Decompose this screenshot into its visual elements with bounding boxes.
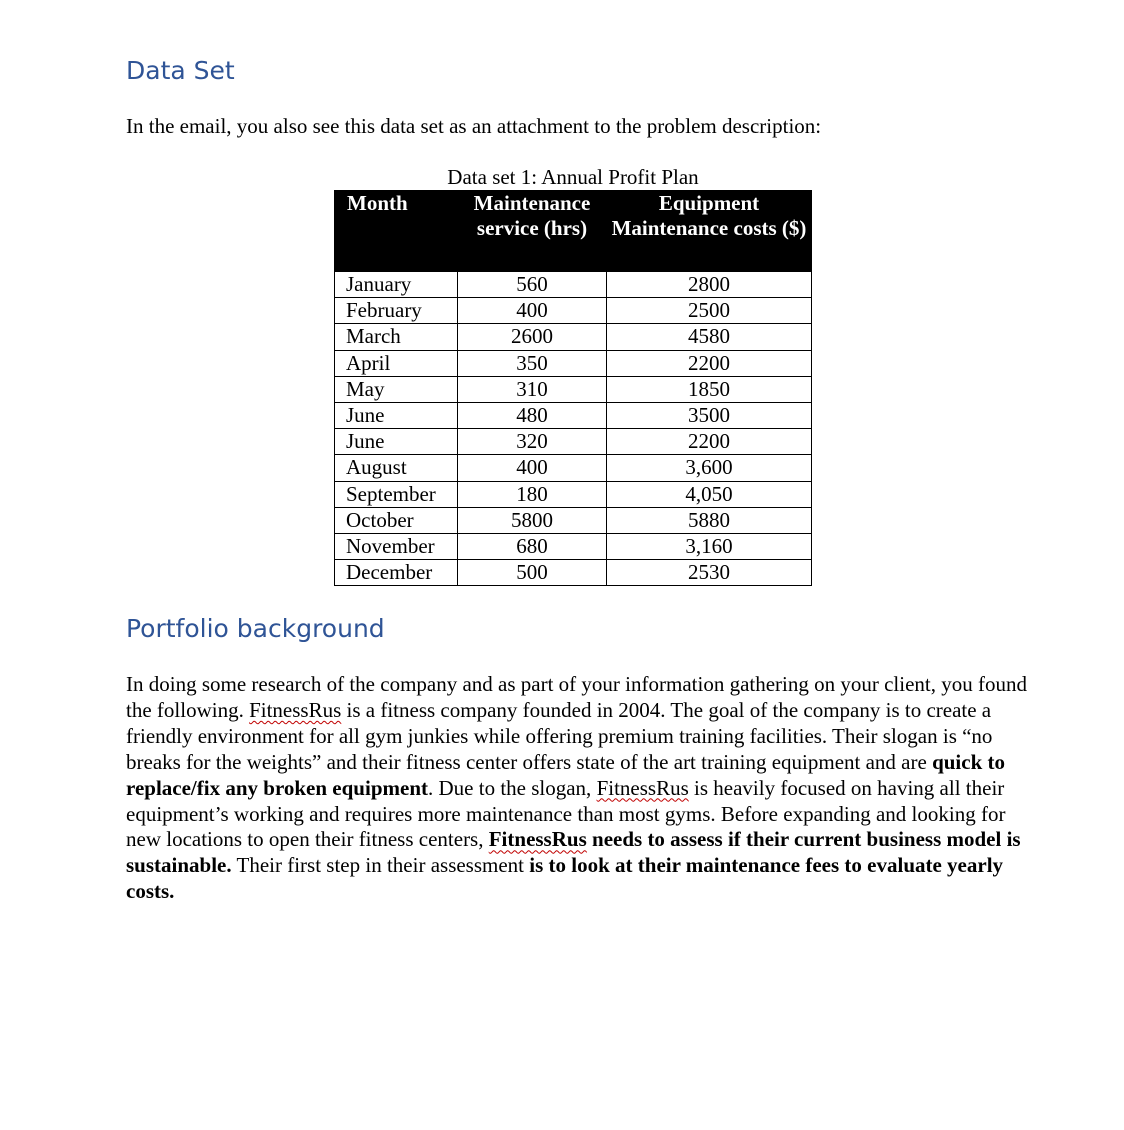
cell-maintenance-cost: 3,600 [607, 455, 812, 481]
header-maintenance-service: Maintenance service (hrs) [458, 191, 607, 272]
company-name: FitnessRus [249, 697, 342, 722]
paragraph-text: is a fitness company founded in 2004. The goal of the company is to create a friendly environment for all gym junkies while offering premium training facilities. Their slogan is “no breaks for the weights” and their fitness center offers state of the art training equipment and are [126, 697, 993, 774]
intro-text: In the email, you also see this data set as an attachment to the problem description: [126, 114, 822, 138]
cell-maintenance-cost: 2200 [607, 350, 812, 376]
cell-month: August [335, 455, 458, 481]
cell-maintenance-service: 500 [458, 560, 607, 586]
cell-maintenance-cost: 1850 [607, 376, 812, 402]
table-row [335, 350, 812, 376]
table-row [335, 298, 812, 324]
cell-maintenance-cost: 4,050 [607, 481, 812, 507]
cell-month: November [335, 533, 458, 559]
table-row [335, 507, 812, 533]
cell-maintenance-service: 400 [458, 298, 607, 324]
table-row [335, 402, 812, 428]
cell-month: April [335, 350, 458, 376]
cell-month: May [335, 376, 458, 402]
table-row [335, 533, 812, 559]
cell-month: February [335, 298, 458, 324]
paragraph-text: . Due to the slogan, [428, 775, 597, 800]
table-row [335, 560, 812, 586]
cell-maintenance-cost: 2800 [607, 272, 812, 298]
emphasis-text: quick to replace/fix any broken equipment [126, 749, 1005, 800]
table-row [335, 455, 812, 481]
cell-maintenance-service: 350 [458, 350, 607, 376]
cell-maintenance-service: 310 [458, 376, 607, 402]
table-caption: Data set 1: Annual Profit Plan [447, 165, 699, 189]
cell-maintenance-service: 480 [458, 402, 607, 428]
cell-maintenance-cost: 5880 [607, 507, 812, 533]
table-row [335, 376, 812, 402]
table-body [335, 272, 812, 586]
cell-month: September [335, 481, 458, 507]
cell-maintenance-cost: 3500 [607, 402, 812, 428]
header-month: Month [335, 191, 458, 272]
cell-maintenance-service: 560 [458, 272, 607, 298]
emphasis-text: is to look at their maintenance fees to evaluate yearly costs [126, 853, 1004, 904]
company-name: FitnessRus [596, 775, 689, 800]
cell-maintenance-cost: 4580 [607, 324, 812, 350]
paragraph-text: Their first step in their assessment [231, 853, 530, 878]
cell-maintenance-cost: 3,160 [607, 533, 812, 559]
paragraph-text: is heavily focused on having all their equipment’s working and requires more maintenance than most gyms. Before expanding and looking for new locations to open their fitness centers, [126, 775, 1006, 852]
annual-profit-plan-table [334, 190, 812, 586]
portfolio-paragraph [126, 672, 1036, 905]
data-set-heading: Data Set [126, 56, 235, 85]
table-row [335, 481, 812, 507]
cell-month: March [335, 324, 458, 350]
cell-maintenance-cost: 2200 [607, 429, 812, 455]
cell-maintenance-cost: 2500 [607, 298, 812, 324]
table-header-row [335, 191, 812, 272]
cell-month: January [335, 272, 458, 298]
emphasis-text: needs to assess if their current business model is sustainable. [126, 827, 1021, 878]
cell-maintenance-cost: 2530 [607, 560, 812, 586]
cell-maintenance-service: 320 [458, 429, 607, 455]
company-name: FitnessRus [488, 827, 587, 852]
paragraph-text: . [169, 879, 175, 904]
cell-maintenance-service: 400 [458, 455, 607, 481]
header-maintenance-costs: Equipment Maintenance costs ($) [607, 191, 812, 272]
cell-maintenance-service: 180 [458, 481, 607, 507]
table-row [335, 324, 812, 350]
cell-month: June [335, 402, 458, 428]
cell-maintenance-service: 5800 [458, 507, 607, 533]
cell-month: December [335, 560, 458, 586]
portfolio-background-heading: Portfolio background [126, 614, 385, 643]
table-row [335, 272, 812, 298]
cell-maintenance-service: 2600 [458, 324, 607, 350]
cell-month: June [335, 429, 458, 455]
cell-month: October [335, 507, 458, 533]
table-row [335, 429, 812, 455]
paragraph-text: In doing some research of the company and as part of your information gathering on your client, you found the following. [126, 672, 1028, 722]
cell-maintenance-service: 680 [458, 533, 607, 559]
